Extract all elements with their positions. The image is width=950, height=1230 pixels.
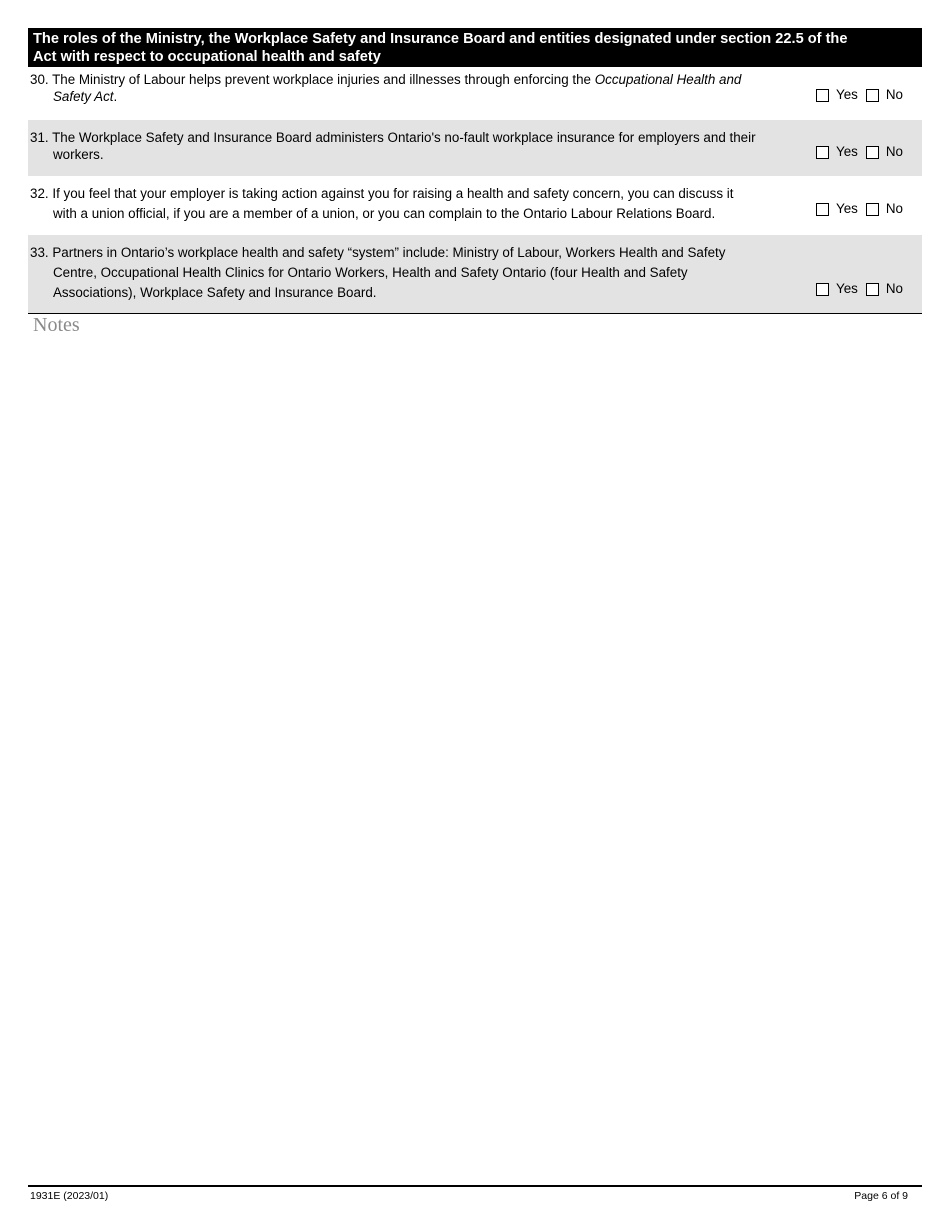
question-32-row — [28, 176, 922, 235]
question-30-yes-label: Yes — [836, 87, 858, 102]
question-30-answer — [816, 87, 903, 103]
question-30-no-label: No — [885, 87, 903, 102]
question-33-no-checkbox[interactable] — [866, 283, 879, 296]
question-31-answer — [816, 144, 903, 160]
question-32-no-label: No — [885, 201, 903, 216]
question-31-yes-checkbox[interactable] — [816, 146, 829, 159]
question-31-text: 31. The Workplace Safety and Insurance Board administers Ontario's no-fault workplace insurance for employers and their workers. — [30, 130, 756, 162]
section-title-line-2: Act with respect to occupational health and safety — [33, 49, 381, 65]
question-33-text: 33. Partners in Ontario’s workplace health and safety “system” include: Ministry of Labour, Workers Health and Safety Centre, Occupational Health Clinics for Ontario Workers, Health and Safety Ontario (four Health and Safety Associations), Workplace Safety and Insurance Board. — [30, 245, 726, 300]
question-33-yes-checkbox[interactable] — [816, 283, 829, 296]
question-32-answer — [816, 201, 903, 217]
page-number: Page 6 of 9 — [854, 1190, 908, 1202]
question-31-yes-label: Yes — [836, 144, 858, 159]
question-33-row — [28, 235, 922, 313]
question-30-no-checkbox[interactable] — [866, 89, 879, 102]
question-33-yes-label: Yes — [836, 281, 858, 296]
question-30-text: 30. The Ministry of Labour helps prevent workplace injuries and illnesses through enforcing the Occupational Health and Safety Act. — [30, 72, 742, 104]
question-31-row — [28, 120, 922, 176]
table-bottom-rule — [28, 313, 922, 314]
question-32-yes-checkbox[interactable] — [816, 203, 829, 216]
question-31-no-checkbox[interactable] — [866, 146, 879, 159]
section-header — [28, 28, 922, 67]
section-title-line-1: The roles of the Ministry, the Workplace Safety and Insurance Board and entities designated under section 22.5 of the — [33, 31, 848, 47]
question-30-yes-checkbox[interactable] — [816, 89, 829, 102]
form-id: 1931E (2023/01) — [30, 1190, 109, 1202]
question-33-no-label: No — [885, 281, 903, 296]
question-32-no-checkbox[interactable] — [866, 203, 879, 216]
notes-label: Notes — [33, 314, 80, 336]
question-30-row — [28, 67, 922, 120]
question-32-text: 32. If you feel that your employer is taking action against you for raising a health and safety concern, you can discuss it with a union official, if you are a member of a union, or you can complain to the Ontario Labour Relations Board. — [30, 186, 734, 221]
question-33-answer — [816, 281, 903, 297]
question-31-no-label: No — [885, 144, 903, 159]
footer-rule — [28, 1185, 922, 1187]
question-32-yes-label: Yes — [836, 201, 858, 216]
